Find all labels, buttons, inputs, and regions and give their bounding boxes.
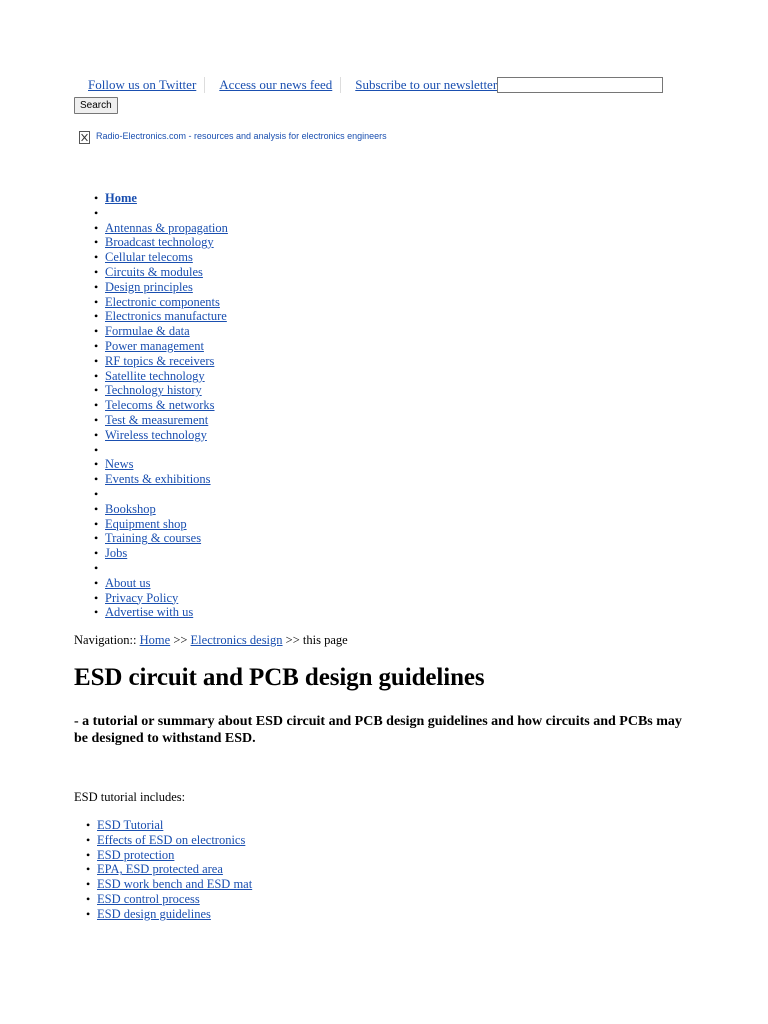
separator [340,77,341,93]
nav-item [94,295,228,310]
nav-item [94,546,228,561]
breadcrumb-prefix: Navigation:: [74,633,140,647]
main-nav [94,191,228,620]
nav-link-circuits[interactable]: Circuits & modules [105,264,203,279]
toc-link-esd-tutorial[interactable]: ESD Tutorial [97,818,164,832]
nav-link-wireless[interactable]: Wireless technology [105,427,207,442]
nav-item-empty [94,206,228,221]
newsletter-link[interactable]: Subscribe to our newsletter [355,77,498,92]
breadcrumb-home-link[interactable]: Home [139,633,171,647]
site-logo[interactable] [79,127,387,144]
toc-link-protection[interactable]: ESD protection [97,847,175,862]
nav-link-about[interactable]: About us [105,575,151,590]
nav-item [94,280,228,295]
nav-item [94,457,228,472]
nav-link-home[interactable]: Home [105,191,137,205]
breadcrumb-section-link[interactable]: Electronics design [190,633,283,647]
nav-item [94,502,228,517]
breadcrumb [74,633,348,648]
nav-item [94,472,228,487]
nav-link-antennas[interactable]: Antennas & propagation [105,220,228,235]
nav-item [94,591,228,606]
toc-link-epa[interactable]: EPA, ESD protected area [97,862,223,877]
nav-link-formulae[interactable]: Formulae & data [105,324,190,339]
nav-link-jobs[interactable]: Jobs [105,546,128,561]
nav-link-design[interactable]: Design principles [105,279,193,294]
nav-item [94,250,228,265]
nav-item [94,354,228,369]
nav-item [94,517,228,532]
nav-item-empty [94,487,228,502]
toc-link-effects[interactable]: Effects of ESD on electronics [97,832,246,847]
nav-item [94,221,228,236]
toc-item [86,907,252,922]
top-links-row [74,75,714,95]
nav-item [94,605,228,620]
nav-link-telecoms[interactable]: Telecoms & networks [105,398,215,413]
separator [204,77,205,93]
search-input[interactable] [497,77,663,93]
nav-link-equipment[interactable]: Equipment shop [105,516,187,531]
page-title: ESD circuit and PCB design guidelines [74,664,485,691]
toc-item [86,818,252,833]
nav-link-cellular[interactable]: Cellular telecoms [105,250,193,265]
top-bar [74,75,714,114]
nav-item-empty [94,561,228,576]
news-feed-link[interactable]: Access our news feed [219,77,333,92]
nav-item [94,531,228,546]
nav-link-advertise[interactable]: Advertise with us [105,605,194,620]
nav-link-history[interactable]: Technology history [105,383,202,398]
toc-link-control[interactable]: ESD control process [97,891,200,906]
nav-item [94,428,228,443]
breadcrumb-separator: >> [282,633,303,647]
toc-item [86,848,252,863]
nav-link-manufacture[interactable]: Electronics manufacture [105,309,227,324]
tutorial-includes-label: ESD tutorial includes: [74,790,186,804]
nav-item [94,398,228,413]
nav-link-broadcast[interactable]: Broadcast technology [105,235,214,250]
nav-item [94,576,228,591]
nav-item [94,383,228,398]
nav-link-components[interactable]: Electronic components [105,294,220,309]
toc-item [86,862,252,877]
site-logo-text: Radio-Electronics.com - resources and analysis for electronics engineers [96,130,387,141]
nav-item [94,413,228,428]
nav-link-test[interactable]: Test & measurement [105,412,209,427]
nav-item [94,324,228,339]
nav-link-rf[interactable]: RF topics & receivers [105,353,215,368]
breadcrumb-separator: >> [170,633,191,647]
toc-item [86,877,252,892]
nav-item-empty [94,443,228,458]
nav-item [94,369,228,384]
nav-item [94,235,228,250]
tutorial-toc [86,818,252,922]
toc-item [86,833,252,848]
nav-item [94,265,228,280]
toc-item [86,892,252,907]
nav-item [94,309,228,324]
toc-link-guidelines[interactable]: ESD design guidelines [97,906,211,921]
search-button[interactable]: Search [74,97,118,114]
nav-link-events[interactable]: Events & exhibitions [105,472,211,487]
nav-link-bookshop[interactable]: Bookshop [105,501,156,516]
nav-link-news[interactable]: News [105,457,134,472]
nav-link-privacy[interactable]: Privacy Policy [105,590,179,605]
breadcrumb-current: this page [302,633,348,647]
nav-link-satellite[interactable]: Satellite technology [105,368,205,383]
nav-link-power[interactable]: Power management [105,338,204,353]
twitter-link[interactable]: Follow us on Twitter [88,77,197,92]
broken-image-icon [79,131,90,144]
toc-link-workbench[interactable]: ESD work bench and ESD mat [97,877,253,892]
nav-item [94,339,228,354]
page-subtitle: - a tutorial or summary about ESD circuit and PCB design guidelines and how circuits and PCBs may be designed to withstand ESD. [74,714,682,746]
nav-item-home [94,191,228,206]
nav-link-training[interactable]: Training & courses [105,531,202,546]
